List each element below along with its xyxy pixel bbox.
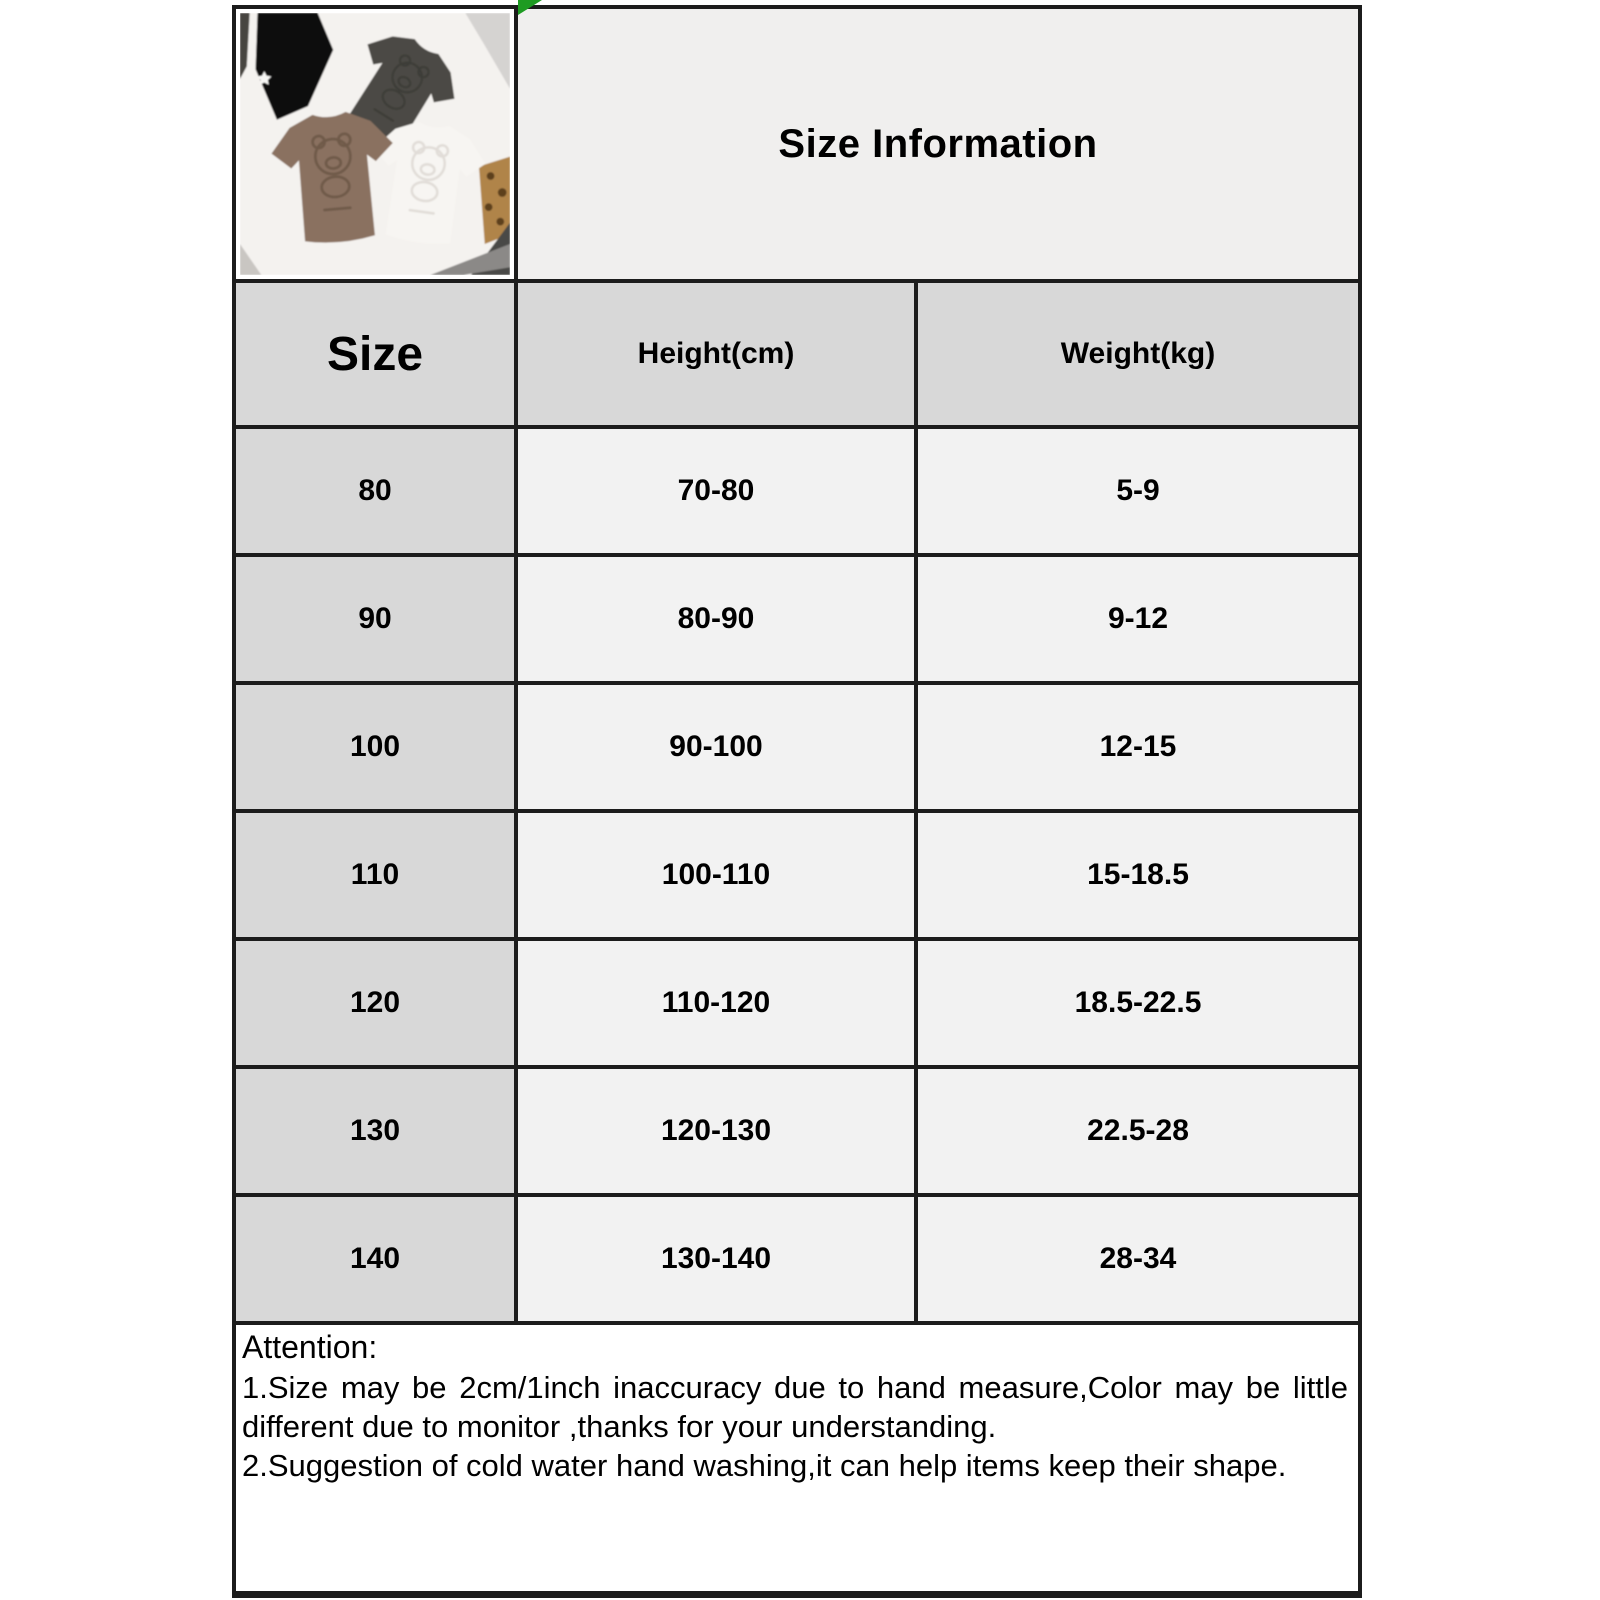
height-cell: 130-140 <box>518 1197 914 1321</box>
weight-cell: 18.5-22.5 <box>918 941 1358 1065</box>
weight-cell: 12-15 <box>918 685 1358 809</box>
height-cell: 90-100 <box>518 685 914 809</box>
size-cell: 130 <box>236 1069 514 1193</box>
product-photo <box>236 9 514 279</box>
column-header-weight: Weight(kg) <box>918 283 1358 425</box>
attention-line-2: 2.Suggestion of cold water hand washing,it can help items keep their shape. <box>242 1448 1287 1484</box>
height-cell: 80-90 <box>518 557 914 681</box>
size-cell: 110 <box>236 813 514 937</box>
attention-line-1: 1.Size may be 2cm/1inch inaccuracy due to hand measure,Color may be little different due to monitor ,thanks for your understanding. <box>242 1369 1348 1444</box>
green-corner-marker-icon <box>518 0 542 15</box>
product-photo-image <box>240 13 510 275</box>
weight-cell: 28-34 <box>918 1197 1358 1321</box>
size-chart-table <box>232 5 1362 1598</box>
column-header-height: Height(cm) <box>518 283 914 425</box>
column-header-size: Size <box>236 283 514 425</box>
weight-cell: 15-18.5 <box>918 813 1358 937</box>
size-cell: 100 <box>236 685 514 809</box>
height-cell: 70-80 <box>518 429 914 553</box>
size-information-title-cell <box>518 9 1358 279</box>
weight-cell: 5-9 <box>918 429 1358 553</box>
attention-heading: Attention: <box>242 1329 378 1365</box>
attention-note <box>236 1325 1358 1591</box>
size-cell: 80 <box>236 429 514 553</box>
height-cell: 100-110 <box>518 813 914 937</box>
weight-cell: 9-12 <box>918 557 1358 681</box>
size-cell: 120 <box>236 941 514 1065</box>
height-cell: 120-130 <box>518 1069 914 1193</box>
size-cell: 140 <box>236 1197 514 1321</box>
height-cell: 110-120 <box>518 941 914 1065</box>
page-title: Size Information <box>778 121 1098 166</box>
size-cell: 90 <box>236 557 514 681</box>
weight-cell: 22.5-28 <box>918 1069 1358 1193</box>
